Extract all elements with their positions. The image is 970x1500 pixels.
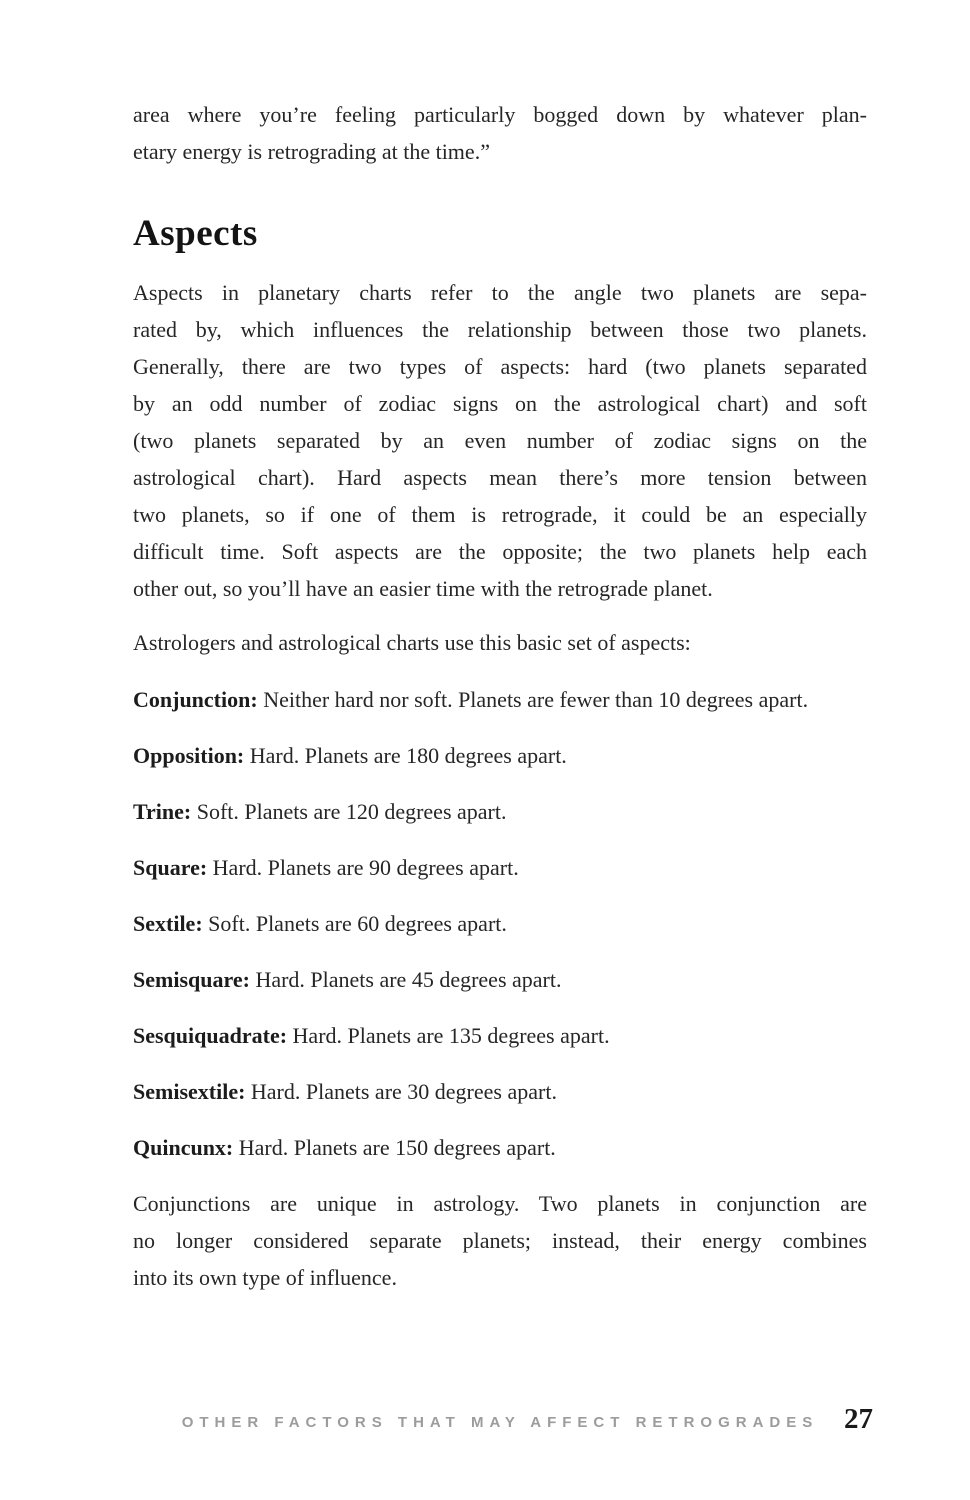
closing-paragraph [133, 1185, 867, 1296]
continuation-paragraph [133, 96, 867, 170]
aspect-term: Opposition: [133, 743, 245, 768]
intro-paragraph [133, 274, 867, 607]
running-head: OTHER FACTORS THAT MAY AFFECT RETROGRADES [181, 1414, 819, 1431]
aspect-term: Sesquiquadrate: [133, 1023, 288, 1048]
text-line: two planets, so if one of them is retrograde, it could be an especially [133, 502, 867, 527]
text-line: difficult time. Soft aspects are the opposite; the two planets help each [133, 539, 867, 564]
aspect-term: Square: [133, 855, 208, 880]
section-heading: Aspects [133, 213, 258, 254]
text-line: etary energy is retrograding at the time.” [133, 139, 490, 164]
aspect-item [133, 961, 867, 998]
text-line: area where you’re feeling particularly bogged down by whatever plan- [133, 102, 867, 127]
text-line: astrological chart). Hard aspects mean there’s more tension between [133, 465, 867, 490]
aspect-description: Soft. Planets are 120 degrees apart. [191, 799, 507, 824]
text-line: (two planets separated by an even number of zodiac signs on the [133, 428, 867, 453]
text-line: other out, so you’ll have an easier time with the retrograde planet. [133, 576, 713, 601]
text-line: by an odd number of zodiac signs on the astrological chart) and soft [133, 391, 867, 416]
text-line: Generally, there are two types of aspects: hard (two planets separated [133, 354, 867, 379]
aspect-description: Hard. Planets are 45 degrees apart. [249, 967, 562, 992]
aspect-term: Semisextile: [133, 1079, 246, 1104]
aspect-term: Sextile: [133, 911, 203, 936]
aspect-term: Quincunx: [133, 1135, 234, 1160]
page-number: 27 [844, 1403, 873, 1435]
text-line: no longer considered separate planets; instead, their energy combines [133, 1228, 867, 1253]
page-footer [133, 1403, 873, 1438]
aspect-description: Hard. Planets are 90 degrees apart. [207, 855, 519, 880]
aspect-item [133, 737, 867, 774]
aspect-item [133, 849, 867, 886]
aspect-description: Soft. Planets are 60 degrees apart. [202, 911, 507, 936]
aspect-description: Hard. Planets are 135 degrees apart. [287, 1023, 610, 1048]
aspect-term: Trine: [133, 799, 192, 824]
aspect-description: Hard. Planets are 150 degrees apart. [233, 1135, 556, 1160]
aspect-description: Hard. Planets are 180 degrees apart. [244, 743, 567, 768]
aspects-list [133, 681, 867, 1166]
aspect-item [133, 793, 867, 830]
lead-in-paragraph: Astrologers and astrological charts use this basic set of aspects: [133, 630, 691, 655]
aspect-term: Conjunction: [133, 687, 258, 712]
aspect-item [133, 1129, 867, 1166]
aspect-description: Hard. Planets are 30 degrees apart. [245, 1079, 557, 1104]
aspect-description: Neither hard nor soft. Planets are fewer than 10 degrees apart. [257, 687, 809, 712]
text-line: Conjunctions are unique in astrology. Two planets in conjunction are [133, 1191, 867, 1216]
text-line: Aspects in planetary charts refer to the angle two planets are sepa- [133, 280, 867, 305]
aspect-item [133, 681, 867, 718]
aspect-item [133, 1073, 867, 1110]
text-line: into its own type of influence. [133, 1265, 397, 1290]
text-line: rated by, which influences the relationship between those two planets. [133, 317, 867, 342]
aspect-item [133, 1017, 867, 1054]
aspect-item [133, 905, 867, 942]
aspect-term: Semisquare: [133, 967, 250, 992]
text-column [133, 96, 867, 1296]
